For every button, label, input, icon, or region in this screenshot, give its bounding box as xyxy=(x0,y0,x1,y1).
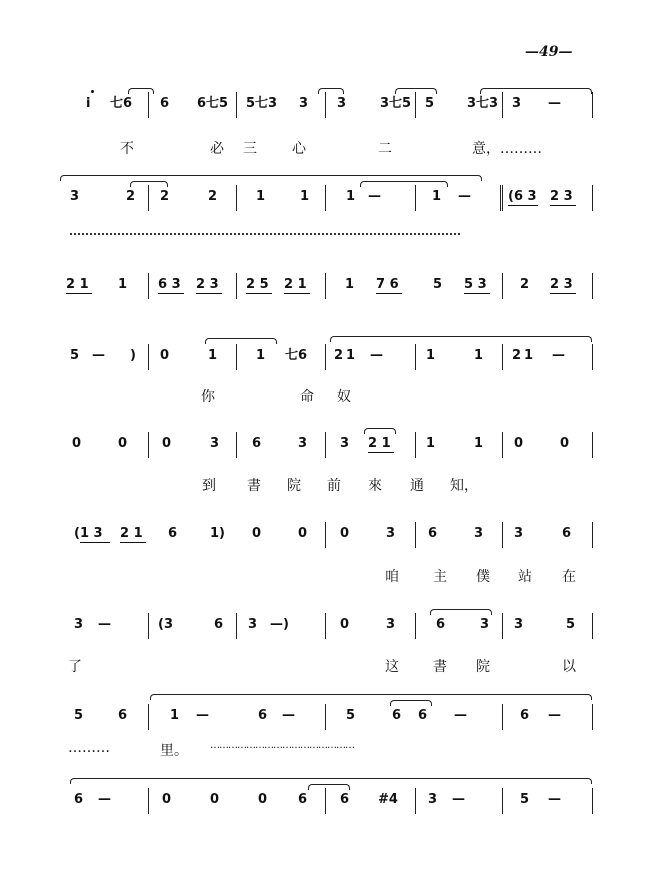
barline xyxy=(502,522,503,548)
lyric: 院 xyxy=(287,478,301,494)
note: #4 xyxy=(378,792,398,807)
barline xyxy=(415,613,416,639)
note: 3 xyxy=(298,436,308,451)
paren: ) xyxy=(130,348,136,363)
note: 2 1 xyxy=(66,277,89,292)
lyric: 院 xyxy=(476,659,490,675)
lyric: 了 xyxy=(68,659,82,675)
dotted-line xyxy=(70,233,460,235)
note: 5 xyxy=(433,277,443,292)
dash: — xyxy=(458,189,471,204)
note: 3 xyxy=(514,617,524,632)
barline xyxy=(325,613,326,639)
barline xyxy=(325,185,326,211)
barline xyxy=(236,613,237,639)
tie xyxy=(205,338,277,344)
note: 5 xyxy=(346,708,356,723)
barline xyxy=(236,432,237,458)
lyric: 知， xyxy=(450,478,478,494)
barline xyxy=(415,522,416,548)
barline xyxy=(236,344,237,370)
lyric: 必 xyxy=(210,141,224,157)
dash: — xyxy=(370,348,383,363)
note: (3 xyxy=(158,617,173,632)
dash: — xyxy=(98,792,111,807)
note: 3 xyxy=(340,436,350,451)
lyric: 在 xyxy=(562,569,576,585)
barline xyxy=(415,788,416,814)
note: 7 6 xyxy=(376,277,399,292)
barline xyxy=(325,788,326,814)
tie xyxy=(390,700,432,706)
barline xyxy=(325,92,326,118)
beam xyxy=(464,293,490,294)
barline xyxy=(415,344,416,370)
note: 1 xyxy=(346,348,356,363)
dash: — xyxy=(454,708,467,723)
note: 1 xyxy=(300,189,310,204)
barline xyxy=(236,273,237,299)
tie xyxy=(480,88,592,94)
note: 1 xyxy=(474,348,484,363)
barline xyxy=(592,185,593,211)
dash: — xyxy=(548,708,561,723)
note: 2 3 xyxy=(550,277,573,292)
beam xyxy=(284,293,310,294)
phrase-line xyxy=(70,778,592,784)
note: 3 xyxy=(514,526,524,541)
note: 6 xyxy=(258,708,268,723)
note: 3七5 xyxy=(380,96,412,111)
note: 0 xyxy=(72,436,82,451)
barline xyxy=(148,92,149,118)
note: 6 xyxy=(168,526,178,541)
note: 3 xyxy=(248,617,258,632)
tie xyxy=(360,181,448,187)
score-row-4 xyxy=(0,348,647,372)
lyric-row-4 xyxy=(0,386,647,406)
tie xyxy=(308,784,350,790)
tie xyxy=(318,88,344,94)
note: 3 xyxy=(337,96,347,111)
note: 6 xyxy=(428,526,438,541)
score-row-7 xyxy=(0,617,647,641)
note: 1 xyxy=(426,348,436,363)
page-number: —49— xyxy=(525,44,573,60)
note: 6 xyxy=(418,708,428,723)
barline xyxy=(148,613,149,639)
dash: — xyxy=(548,96,561,111)
note: 1 xyxy=(524,348,534,363)
barline xyxy=(502,92,503,118)
note: 1 xyxy=(256,348,266,363)
octave-dot xyxy=(91,90,94,93)
barline xyxy=(502,704,503,730)
barline xyxy=(502,273,503,299)
note: 6 xyxy=(214,617,224,632)
lyric: 站 xyxy=(518,569,532,585)
barline xyxy=(592,92,593,118)
score-row-2 xyxy=(0,189,647,213)
note: 6 xyxy=(252,436,262,451)
beam xyxy=(368,452,394,453)
note: 6 xyxy=(436,617,446,632)
note: 3 xyxy=(386,617,396,632)
note: 6七5 xyxy=(197,96,229,111)
dash: — xyxy=(368,189,381,204)
note: 1 xyxy=(346,189,356,204)
lyric: 心 xyxy=(292,141,306,157)
note: 5七3 xyxy=(246,96,278,111)
barline xyxy=(592,432,593,458)
note: 3 xyxy=(386,526,396,541)
barline xyxy=(502,788,503,814)
barline xyxy=(325,704,326,730)
note: 6 xyxy=(562,526,572,541)
barline xyxy=(415,92,416,118)
lyric-row-5 xyxy=(0,475,647,495)
note: 1 xyxy=(345,277,355,292)
barline xyxy=(148,432,149,458)
barline xyxy=(502,432,503,458)
barline xyxy=(592,344,593,370)
lyric: 主 xyxy=(433,569,447,585)
note: 6 3 xyxy=(158,277,181,292)
dash: — xyxy=(452,792,465,807)
note: 2 xyxy=(126,189,136,204)
note: 2 1 xyxy=(368,436,391,451)
note: 2 3 xyxy=(196,277,219,292)
dash: —) xyxy=(270,617,289,632)
lyric: ……… xyxy=(68,740,110,756)
note: 6 xyxy=(74,792,84,807)
barline xyxy=(592,522,593,548)
barline xyxy=(148,704,149,730)
note: 1 xyxy=(118,277,128,292)
score-row-6 xyxy=(0,526,647,550)
score-row-5 xyxy=(0,436,647,460)
note: 6 xyxy=(118,708,128,723)
note: 1 xyxy=(474,436,484,451)
note: 3 xyxy=(512,96,522,111)
note: 3 xyxy=(70,189,80,204)
note: 3 xyxy=(299,96,309,111)
note: 0 xyxy=(210,792,220,807)
note: 0 xyxy=(298,526,308,541)
note: 七6 xyxy=(285,348,308,363)
lyric: 僕 xyxy=(476,569,490,585)
tie xyxy=(364,428,396,434)
note: 0 xyxy=(340,526,350,541)
note: 1 xyxy=(170,708,180,723)
dash: — xyxy=(282,708,295,723)
beam xyxy=(246,293,272,294)
barline xyxy=(148,788,149,814)
beam xyxy=(158,293,184,294)
lyric: 通 xyxy=(410,478,424,494)
barline xyxy=(500,185,503,211)
note: 2 5 xyxy=(246,277,269,292)
note: (6 3 xyxy=(508,189,537,204)
lyric: 書 xyxy=(247,478,261,494)
barline xyxy=(325,273,326,299)
phrase-line xyxy=(150,694,592,700)
barline xyxy=(592,613,593,639)
note: 2 xyxy=(512,348,522,363)
lyric: 咱 xyxy=(385,569,399,585)
note: 2 1 xyxy=(284,277,307,292)
beam xyxy=(120,542,146,543)
beam xyxy=(66,293,92,294)
lyric: 以 xyxy=(562,659,576,675)
note: 5 3 xyxy=(464,277,487,292)
note: 1 xyxy=(426,436,436,451)
note: 6 xyxy=(340,792,350,807)
note: 3 xyxy=(480,617,490,632)
lyric: 意，……… xyxy=(472,141,542,157)
note: 1 xyxy=(256,189,266,204)
lyric: 命 xyxy=(300,389,314,405)
note: 2 xyxy=(208,189,218,204)
lyric: 來 xyxy=(368,478,382,494)
barline xyxy=(236,92,237,118)
note: 2 3 xyxy=(550,189,573,204)
note: 2 xyxy=(160,189,170,204)
barline xyxy=(325,432,326,458)
barline xyxy=(502,613,503,639)
note: 0 xyxy=(258,792,268,807)
lyric: 書 xyxy=(433,659,447,675)
beam xyxy=(508,205,538,206)
note: 2 xyxy=(520,277,530,292)
lyric: 前 xyxy=(327,478,341,494)
note: 5 xyxy=(566,617,576,632)
note: 1 xyxy=(432,189,442,204)
note: 2 xyxy=(334,348,344,363)
phrase-line xyxy=(60,175,482,181)
note: 6 xyxy=(520,708,530,723)
lyric-row-7 xyxy=(0,656,647,676)
tie xyxy=(395,88,437,94)
lyric: 奴 xyxy=(337,389,351,405)
note: 0 xyxy=(162,792,172,807)
tie xyxy=(430,609,492,615)
score-row-3 xyxy=(0,277,647,301)
beam xyxy=(550,205,576,206)
note: 3七3 xyxy=(467,96,499,111)
tie xyxy=(130,181,168,187)
lyric: 里。 xyxy=(160,743,188,759)
note: 0 xyxy=(162,436,172,451)
phrase-line xyxy=(330,336,592,342)
tie xyxy=(128,88,154,94)
dash: — xyxy=(196,708,209,723)
note: i xyxy=(86,96,91,111)
note: 0 xyxy=(560,436,570,451)
note: 0 xyxy=(118,436,128,451)
lyric: 这 xyxy=(385,659,399,675)
barline xyxy=(415,185,416,211)
lyric-row-1 xyxy=(0,138,647,158)
lyric: 三 xyxy=(243,141,257,157)
note: 5 xyxy=(520,792,530,807)
note: 3 xyxy=(474,526,484,541)
lyric-row-6 xyxy=(0,566,647,586)
lyric: 不 xyxy=(120,141,134,157)
note: 3 xyxy=(428,792,438,807)
barline xyxy=(148,273,149,299)
lyric: 到 xyxy=(202,478,216,494)
dash: — xyxy=(98,617,111,632)
note: 6 xyxy=(392,708,402,723)
note: 5 xyxy=(70,348,80,363)
barline xyxy=(592,704,593,730)
score-row-1 xyxy=(0,96,647,120)
note: 5 xyxy=(425,96,435,111)
barline xyxy=(502,344,503,370)
note: 6 xyxy=(298,792,308,807)
score-row-9 xyxy=(0,792,647,816)
lyric: ………………………………………… xyxy=(210,740,354,751)
note: 0 xyxy=(340,617,350,632)
note: 1 xyxy=(208,348,218,363)
barline xyxy=(592,273,593,299)
lyric-row-8 xyxy=(0,740,647,760)
note: 1) xyxy=(210,526,225,541)
beam xyxy=(196,293,222,294)
barline xyxy=(236,185,237,211)
barline xyxy=(592,788,593,814)
dash: — xyxy=(552,348,565,363)
note: 2 1 xyxy=(120,526,143,541)
lyric: 二 xyxy=(378,141,392,157)
barline xyxy=(325,344,326,370)
dash: — xyxy=(548,792,561,807)
note: 3 xyxy=(210,436,220,451)
score-row-8 xyxy=(0,708,647,732)
note: 0 xyxy=(160,348,170,363)
lyric: 你 xyxy=(201,389,215,405)
beam xyxy=(376,293,402,294)
note: 0 xyxy=(514,436,524,451)
note: 6 xyxy=(160,96,170,111)
note: (1 3 xyxy=(74,526,103,541)
beam xyxy=(550,293,576,294)
dash: — xyxy=(92,348,105,363)
note: 5 xyxy=(74,708,84,723)
barline xyxy=(148,344,149,370)
note: 七6 xyxy=(110,96,133,111)
beam xyxy=(80,542,110,543)
note: 0 xyxy=(252,526,262,541)
barline xyxy=(325,522,326,548)
barline xyxy=(415,432,416,458)
note: 3 xyxy=(74,617,84,632)
barline xyxy=(148,185,149,211)
